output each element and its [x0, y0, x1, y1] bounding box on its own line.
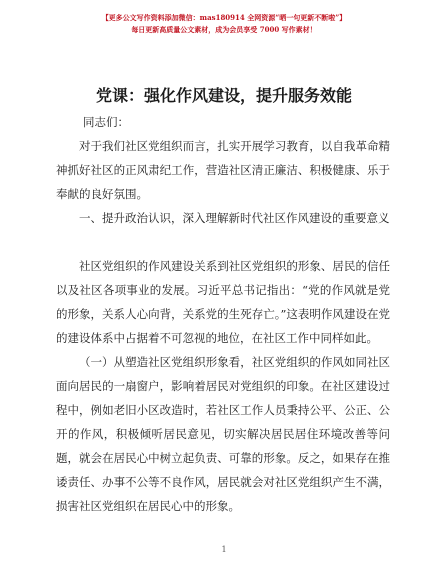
- section-heading-1: 一、提升政治认识，深入理解新时代社区作风建设的重要意义: [79, 211, 390, 225]
- document-title: 党课：强化作风建设，提升服务效能: [95, 86, 352, 105]
- promo-banner-line-2: 每日更新高质量公文素材，成为会员享受 7000 写作素材！: [131, 25, 317, 34]
- paragraph-intro: 对于我们社区党组织而言，扎实开展学习教育，以自我革命精神抓好社区的正风肃纪工作，营造社区清正廉洁、积极健康、乐于奉献的良好氛围。: [56, 139, 390, 201]
- page-number: 1: [221, 545, 227, 554]
- promo-banner-line-1: 【更多公文写作资料添加微信：mas180914 全网资源“晒一句更新不断啦”】: [101, 13, 347, 22]
- paragraph-subsection-1: （一）从塑造社区党组织形象看，社区党组织的作风如同社区面向居民的一扇窗户，影响着居民对党组织的印象。在社区建设过程中，例如老旧小区改造时，若社区工作人员秉持公平、公正、公开的作风，积极倾听居民意见，切实解决居民居住环境改善等问题，就会在居民心中树立起负责、可靠的形象。反之，如果存在推诿责任、办事不公等不良作风，居民就会对社区党组织产生不满，损害社区党组织在居民心中的形象。: [56, 355, 390, 513]
- paragraph-section-1: 社区党组织的作风建设关系到社区党组织的形象、居民的信任以及社区各项事业的发展。习近平总书记指出：“党的作风就是党的形象，关系人心向背，关系党的生死存亡。”这表明作风建设在党的建设体系中占据着不可忽视的地位，在社区工作中同样如此。: [56, 259, 390, 345]
- salutation: 同志们：: [83, 115, 129, 129]
